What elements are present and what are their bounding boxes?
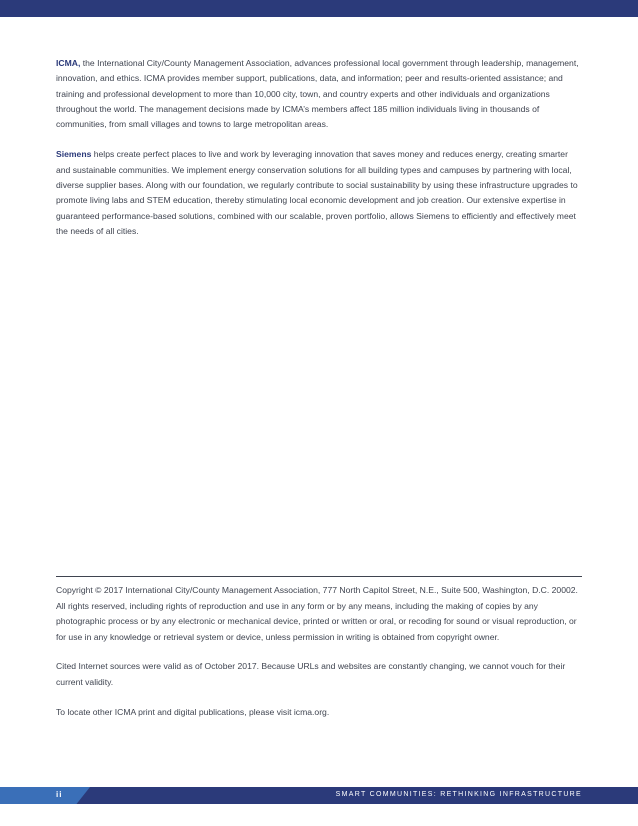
icma-paragraph	[56, 56, 580, 132]
running-title: SMART COMMUNITIES: RETHINKING INFRASTRUCTURE	[335, 791, 582, 798]
siemens-description: helps create perfect places to live and work by leveraging innovation that saves money and reduces energy, creating smarter and sustainable communities. We implement energy conservation solutions for all building types and campuses by partnering with local, diverse supplier bases. Along with our foundation, we regularly contribute to social sustainability by using these infrastructure upgrades to promote living labs and STEM education, thereby stimulating local economic development and job creation. Our extensive expertise in guaranteed performance-based solutions, combined with our scalable, proven portfolio, allows Siemens to efficiently and effectively meet the needs of all cities.	[56, 149, 578, 236]
page-number: ii	[56, 790, 63, 799]
main-content	[56, 56, 580, 254]
footer-band	[0, 787, 638, 804]
icma-description: the International City/County Management Association, advances professional local government through leadership, management, innovation, and ethics. ICMA provides member support, publications, data, and information; peer and results-oriented assistance; and training and professional development to more than 10,000 city, town, and country experts and other individuals and organizations throughout the world. The management decisions made by ICMA’s members affect 185 million individuals living in thousands of communities, from small villages and towns to large metropolitan areas.	[56, 58, 579, 130]
icma-name: ICMA,	[56, 58, 81, 68]
publications-note: To locate other ICMA print and digital publications, please visit icma.org.	[56, 706, 330, 717]
header-band	[0, 0, 638, 17]
footer-accent	[0, 787, 90, 804]
cited-sources-note: Cited Internet sources were valid as of October 2017. Because URLs and websites are constantly changing, we cannot vouch for their current validity.	[56, 661, 566, 687]
siemens-name: Siemens	[56, 149, 92, 160]
copyright-section	[56, 576, 582, 734]
siemens-paragraph	[56, 147, 580, 239]
copyright-notice: Copyright © 2017 International City/County Management Association, 777 North Capitol Street, N.E., Suite 500, Washington, D.C. 20002. All rights reserved, including rights of reproduction and use in any form or by any means, including the making of copies by any photographic process or by any electronic or mechanical device, printed or written or oral, or recoding for sound or visual reproduction, or for use in any knowledge or retrieval system or device, unless permission in writing is obtained from copyright owner.	[56, 585, 578, 642]
